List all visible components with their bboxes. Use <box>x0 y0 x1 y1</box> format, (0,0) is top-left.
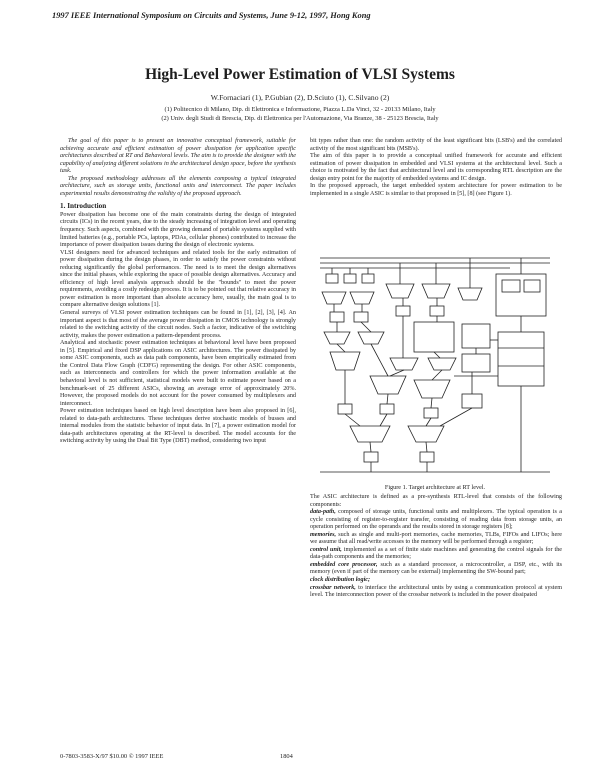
right-column-top <box>310 138 562 198</box>
mux-block <box>458 288 482 300</box>
body-paragraph: bit types rather than one: the random activity of the least significant bits (LSB's) and the correlated activity of the most significant bits (MSB's). <box>310 138 562 152</box>
control-unit-block <box>498 332 544 386</box>
wire <box>361 322 371 332</box>
wire <box>387 394 388 404</box>
mux-block <box>422 284 450 298</box>
figure-caption: Figure 1. Target architecture at RT level. <box>384 484 486 491</box>
mux-block <box>350 426 390 442</box>
memory-block <box>462 324 490 348</box>
mux-block <box>350 292 374 304</box>
body-paragraph: Analytical and stochastic power estimation techniques at behavioral level have been proposed in [5]. Empirical and fixed DSP applications on ASIC architectures. The power dissipated by some ASIC components, such as data path components, have been empirically estimated from the Control Data Flow Graph (CDFG) representing the design. For other ASIC components, such as interconnects and controllers for which the power information available at the behavioral level is not sufficient, statistical models were built to estimate power based on a benchmark-set of 25 different ASICs, showing an average error of approximately 20%. However, the proposed models do not account for the power consumed by multiplexers and interconnect. <box>60 340 296 407</box>
wire <box>434 352 440 358</box>
register-block <box>330 312 344 322</box>
list-item-text: to interface the architectural units by using a communication protocol at system level. The interconnection power of the crossbar network is included in the power dissipated <box>310 584 562 599</box>
mux-block <box>324 332 350 344</box>
register-block <box>354 312 368 322</box>
list-item <box>310 547 562 562</box>
wire <box>431 398 432 408</box>
processor-memory-block <box>502 280 520 292</box>
body-paragraph: In the proposed approach, the target embedded system architecture for power estimation to be implemented in a single ASIC is similar to that proposed in [5], [8] (see Figure 1). <box>310 183 562 197</box>
affiliation-1: (1) Politecnico di Milano, Dip. di Elettronica e Informazione, Piazza L.Da Vinci, 32 - 20133 Milano, Italy <box>164 106 436 113</box>
register-block <box>338 404 352 414</box>
register-block <box>380 404 394 414</box>
register-block <box>430 306 444 316</box>
list-item-text: implemented as a set of finite state machines and generating the control signals for the data-path components and the memories; <box>310 546 562 561</box>
list-item-label: data-path, <box>310 509 336 516</box>
register-block <box>344 274 356 283</box>
body-paragraph: Power dissipation has become one of the main constraints during the design of integrated circuits (ICs) in the recent years, due to the steady increasing of integration level and operating frequency. Such aspects, combined with the growing demand of portable systems supplied with limited batteries (e.g., portable PCs, laptops, PDAs, cellular phones) contributed to increase the importance of power dissipation issues during the design of electronic systems. <box>60 211 296 249</box>
wire <box>426 418 431 426</box>
wire <box>426 442 427 452</box>
architecture-figure <box>310 248 560 480</box>
functional-unit-block <box>414 322 454 352</box>
mux-block <box>408 426 444 442</box>
processor-memory-block <box>524 280 540 292</box>
body-paragraph: VLSI designers need for advanced techniques and related tools for the early estimation of power dissipation during the design phases, in order to satisfy the power constraints without reducing significantly the global performances. The need is to meet the design alternatives since the initial phases, while exploring the space of possible design alternatives. Accuracy and efficiency of high level analysis approach should be the "bounds" to meet the power requirements, avoiding a costly redesign process. It is to be pointed out that relative accuracy in power estimation is more important than absolute accuracy here, usually, the main goal is to compare alternative design solutions [1]. <box>60 249 296 309</box>
list-item-label: clock distribution logic; <box>310 577 371 584</box>
conference-header: 1997 IEEE International Symposium on Circuits and Systems, June 9-12, 1997, Hong Kong <box>52 11 371 20</box>
wire <box>345 414 360 426</box>
output-register-block <box>364 452 378 462</box>
list-item-label: memories, <box>310 531 337 538</box>
mux-block <box>358 332 384 344</box>
mux-block <box>428 358 456 370</box>
register-block <box>462 394 482 408</box>
mux-block <box>322 292 346 304</box>
body-paragraph: General surveys of VLSI power estimation techniques can be found in [1], [2], [3], [4]. An important aspect is that most of the average power dissipation in CMOS technology is strongly related to the switching activity of the circuit nodes. Such a factor, indicative of the switching activity, makes the power estimation a pattern-dependent process. <box>60 310 296 339</box>
register-block <box>396 306 410 316</box>
right-column-bottom <box>310 494 562 600</box>
body-paragraph: Power estimation techniques based on high level description have been also proposed in [6], related to data-path architectures. These techniques derive stochastic models of busses and internal modules from the statistic behavior of input data. In [7], a power estimation model for data-path architectures operating at the RT-level is described. The model accounts for the switching activity by using the Dual Bit Type (DBT) method, considering two input <box>60 408 296 445</box>
body-paragraph: The aim of this paper is to provide a conceptual unified framework for accurate and efficient estimation of power dissipation in embedded and VLSI systems at the architectural level. Such a choice is motivated by the fact that architectural level and its corresponding RTL description are the design entry point for the majority of embedded systems and IC design. <box>310 153 562 182</box>
list-item-text: composed of storage units, functional units and multiplexers. The typical operation is a cycle consisting of register-to-register transfer, consisting of reading data from storage units, an operation performed on the operands and the results stored in storage registers [8]; <box>310 509 562 531</box>
list-item-text: such as single and multi-port memories, cache memories, TLBs, FIFOs and LIFOs; here we assume that all read/write accesses to the memory will be performed through a register; <box>310 531 562 546</box>
wire <box>440 408 472 426</box>
abstract-paragraph: The goal of this paper is to present an innovative conceptual framework, suitable for achieving accurate and efficient estimation of power dissipation for application specific architectures described at RT and Behavioral levels. The aim is to provide the designer with the capability of analyzing different solutions in the architectural design space, before the synthesis task. <box>60 138 296 175</box>
alu-block <box>370 376 406 394</box>
wire <box>370 442 371 452</box>
wire <box>432 370 442 380</box>
list-item <box>310 585 562 600</box>
list-item <box>310 532 562 547</box>
wire <box>380 414 387 426</box>
left-column <box>60 138 296 446</box>
register-block <box>424 408 438 418</box>
register-block <box>326 274 338 283</box>
section-heading: 1. Introduction <box>60 202 107 211</box>
register-block <box>362 274 374 283</box>
affiliations <box>0 105 600 123</box>
output-register-block <box>420 452 434 462</box>
list-item-label: embedded core processor, <box>310 561 378 568</box>
authors: W.Fornaciari (1), P.Gubian (2), D.Sciuto (1), C.Silvano (2) <box>210 93 390 102</box>
wire <box>390 370 404 376</box>
affiliation-2: (2) Univ. degli Studi di Brescia, Dip. di Elettronica per l'Automazione, Via Branze, 38 - 25123 Brescia, Italy <box>161 115 439 122</box>
wire <box>371 344 388 376</box>
alu-block <box>414 380 450 398</box>
list-item-label: control unit, <box>310 546 342 553</box>
list-item <box>310 562 562 577</box>
memory-block <box>462 354 490 372</box>
list-item-label: crossbar network, <box>310 584 356 591</box>
footer-isbn: 0-7803-3583-X/97 $10.00 © 1997 IEEE <box>60 753 164 760</box>
mux-block <box>386 284 414 298</box>
abstract-paragraph: The proposed methodology addresses all the elements composing a typical integrated architecture, such as storage units, functional units and interconnect. The paper includes experimental results demonstrating the validity of the proposed approach. <box>60 175 296 197</box>
paper-title: High-Level Power Estimation of VLSI Systems <box>145 66 455 83</box>
body-paragraph: The ASIC architecture is defined as a pre-synthesis RTL-level that consists of the following components: <box>310 494 562 508</box>
list-item <box>310 509 562 532</box>
wire <box>337 344 345 352</box>
mux-block <box>390 358 418 370</box>
list-item-text: such as a standard processor, a microcontroller, a DSP, etc., with its memory (even if part of the memory can be external) implementing the SW-bound part; <box>310 561 562 576</box>
block-diagram <box>310 248 560 480</box>
list-item <box>310 577 562 585</box>
page-number: 1804 <box>280 753 293 760</box>
alu-block <box>330 352 360 370</box>
